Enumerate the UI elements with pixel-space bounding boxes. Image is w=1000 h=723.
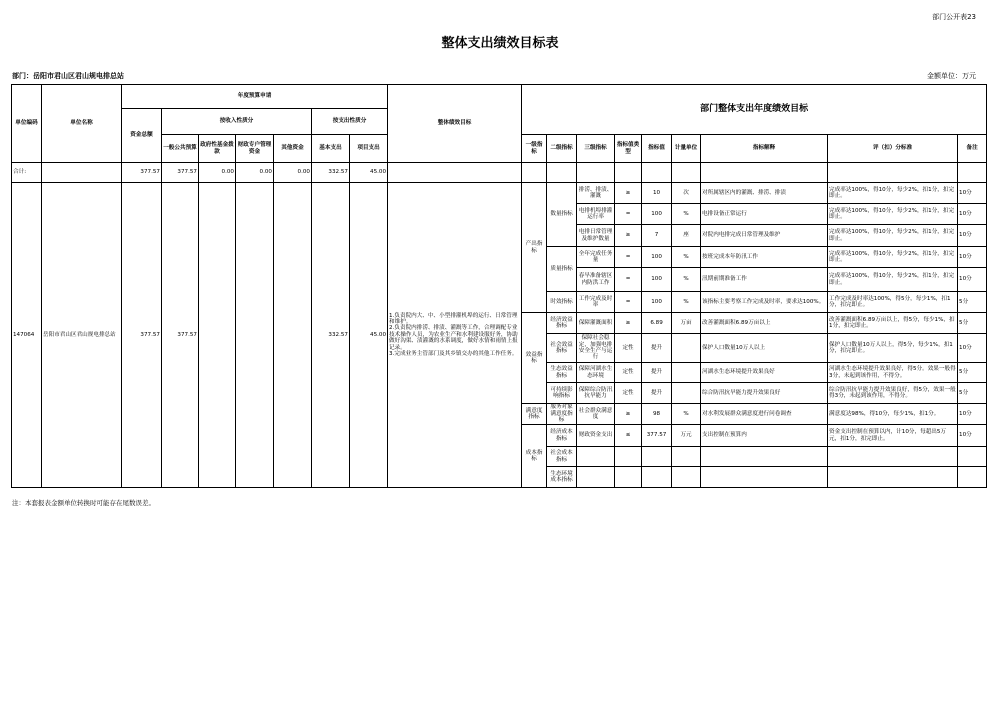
unit-name: 岳阳市君山区君山规电排总站 xyxy=(42,183,122,488)
header-project-expense: 项目支出 xyxy=(350,135,388,163)
l3-cell: 保障灌溉面积 xyxy=(577,313,615,334)
group-social-cost: 社会成本指标 xyxy=(547,447,577,467)
type-cell: = xyxy=(615,247,642,268)
remark-cell: 10分 xyxy=(958,204,987,225)
group-service-satisfaction: 服务对象满意度指标 xyxy=(547,404,577,425)
value-cell: 100 xyxy=(642,247,672,268)
remark-cell: 5分 xyxy=(958,383,987,404)
header-gov-fund: 政府性基金拨款 xyxy=(199,135,236,163)
unit-general: 377.57 xyxy=(162,183,199,488)
currency-unit-label: 金额单位：万元 xyxy=(927,72,976,80)
score-cell: 完成率达100%，得10分，每少2%，扣1分，扣完即止。 xyxy=(828,268,958,292)
unit-cell: % xyxy=(672,204,701,225)
total-fiscal: 0.00 xyxy=(236,163,274,183)
explain-cell: 对所属辖区内的灌溉、排涝、排渍 xyxy=(701,183,828,204)
header-overall-goal: 整体绩效目标 xyxy=(388,85,522,163)
remark-cell: 5分 xyxy=(958,363,987,383)
total-general: 377.57 xyxy=(162,163,199,183)
l3-cell: 社会群众满意度 xyxy=(577,404,615,425)
header-unit-code: 单位编码 xyxy=(12,85,42,163)
header-ind-explain: 指标解释 xyxy=(701,135,828,163)
remark-cell: 10分 xyxy=(958,247,987,268)
type-cell: = xyxy=(615,268,642,292)
score-cell: 河湖水生态环境提升效果良好，得5分。效果一般得3分，未起到该作用，不得分。 xyxy=(828,363,958,383)
unit-cell xyxy=(672,383,701,404)
unit-cell xyxy=(672,334,701,363)
total-funds: 377.57 xyxy=(122,163,162,183)
header-scoring: 评（扣）分标准 xyxy=(828,135,958,163)
explain-cell: 改善灌溉面积6.89万亩以上 xyxy=(701,313,828,334)
type-cell: ≥ xyxy=(615,404,642,425)
remark-cell: 5分 xyxy=(958,313,987,334)
group-econ-cost: 经济成本指标 xyxy=(547,425,577,447)
explain-cell: 综合防汛抗旱能力提升效果良好 xyxy=(701,383,828,404)
header-by-income: 按收入性质分 xyxy=(162,109,312,135)
value-cell: 100 xyxy=(642,292,672,313)
unit-cell: % xyxy=(672,292,701,313)
type-cell: 定性 xyxy=(615,363,642,383)
l3-cell: 排涝、排渍、灌溉 xyxy=(577,183,615,204)
explain-cell: 保护人口数量10万人以上 xyxy=(701,334,828,363)
unit-cell: 万亩 xyxy=(672,313,701,334)
total-gov-fund: 0.00 xyxy=(199,163,236,183)
department-label: 部门：岳阳市君山区君山规电排总站 xyxy=(12,72,124,80)
value-cell: 提升 xyxy=(642,383,672,404)
header-l2: 二级指标 xyxy=(547,135,577,163)
unit-cell: % xyxy=(672,404,701,425)
total-other: 0.00 xyxy=(274,163,312,183)
l3-cell: 保障河湖水生态环境 xyxy=(577,363,615,383)
group-ecological: 生态效益指标 xyxy=(547,363,577,383)
group-satisfaction: 满意度指标 xyxy=(522,404,547,425)
total-basic: 332.57 xyxy=(312,163,350,183)
value-cell: 提升 xyxy=(642,363,672,383)
header-general-budget: 一般公共预算 xyxy=(162,135,199,163)
score-cell: 完成率达100%，得10分，每少2%，扣1分，扣完即止。 xyxy=(828,247,958,268)
type-cell: = xyxy=(615,292,642,313)
value-cell: 7 xyxy=(642,225,672,247)
score-cell: 工作完成及时率达100%，得5分，每少1%，扣1分，扣完即止。 xyxy=(828,292,958,313)
unit-project: 45.00 xyxy=(350,183,388,488)
value-cell: 100 xyxy=(642,204,672,225)
total-label: 合计: xyxy=(12,163,42,183)
unit-code: 147064 xyxy=(12,183,42,488)
header-ind-type: 指标值类型 xyxy=(615,135,642,163)
group-eco-cost: 生态环境成本指标 xyxy=(547,467,577,488)
l3-cell: 工作完成及时率 xyxy=(577,292,615,313)
remark-cell: 10分 xyxy=(958,334,987,363)
score-cell: 满意度达98%，得10分，每少1%，扣1分。 xyxy=(828,404,958,425)
explain-cell: 对水利发展群众满意度进行问卷调查 xyxy=(701,404,828,425)
remark-cell: 10分 xyxy=(958,425,987,447)
l3-cell: 财政资金支出 xyxy=(577,425,615,447)
header-total-funds: 资金总额 xyxy=(122,109,162,163)
value-cell: 6.89 xyxy=(642,313,672,334)
explain-cell: 河湖水生态环境提升效果良好 xyxy=(701,363,828,383)
explain-cell: 该指标主要考察工作完成及时率，要求达100%。 xyxy=(701,292,828,313)
type-cell: ≤ xyxy=(615,425,642,447)
value-cell: 377.57 xyxy=(642,425,672,447)
table-row xyxy=(12,183,987,204)
l3-cell: 全年完成任务量 xyxy=(577,247,615,268)
score-cell: 完成率达100%，得10分，每少2%，扣1分，扣完即止。 xyxy=(828,183,958,204)
value-cell: 10 xyxy=(642,183,672,204)
remark-cell: 5分 xyxy=(958,292,987,313)
remark-cell: 10分 xyxy=(958,404,987,425)
page-title: 整体支出绩效目标表 xyxy=(441,36,559,51)
remark-cell: 10分 xyxy=(958,183,987,204)
l3-cell: 春旱准备辖区内防洪工作 xyxy=(577,268,615,292)
l3-cell: 电排日常管理及维护数量 xyxy=(577,225,615,247)
value-cell: 提升 xyxy=(642,334,672,363)
unit-cell: % xyxy=(672,247,701,268)
score-cell: 完成率达100%，得10分，每少2%，扣1分，扣完即止。 xyxy=(828,204,958,225)
type-cell: ≥ xyxy=(615,313,642,334)
score-cell: 保护人口数量10万人以上，得5分，每少1%，扣1分，扣完即止。 xyxy=(828,334,958,363)
score-cell: 综合防汛抗旱能力提升效果良好，得5分，效果一般得3分，未起到该作用，不得分。 xyxy=(828,383,958,404)
group-output: 产出指标 xyxy=(522,183,547,313)
unit-basic: 332.57 xyxy=(312,183,350,488)
header-fiscal-special: 财政专户管理资金 xyxy=(236,135,274,163)
header-other-funds: 其他资金 xyxy=(274,135,312,163)
group-sustainable: 可持续影响指标 xyxy=(547,383,577,404)
l3-cell: 保障综合防汛抗旱能力 xyxy=(577,383,615,404)
header-unit-name: 单位名称 xyxy=(42,85,122,163)
group-economic: 经济效益指标 xyxy=(547,313,577,334)
type-cell: ≥ xyxy=(615,225,642,247)
header-l1: 一级指标 xyxy=(522,135,547,163)
unit-cell xyxy=(672,363,701,383)
group-quantity: 数量指标 xyxy=(547,183,577,247)
performance-goal-table xyxy=(11,84,987,488)
explain-cell: 按班完成本年防汛工作 xyxy=(701,247,828,268)
l3-cell: 电排机埠排灌运行率 xyxy=(577,204,615,225)
group-social: 社会效益指标 xyxy=(547,334,577,363)
type-cell: ≥ xyxy=(615,183,642,204)
header-dept-goal: 部门整体支出年度绩效目标 xyxy=(522,85,987,135)
value-cell: 100 xyxy=(642,268,672,292)
remark-cell: 10分 xyxy=(958,225,987,247)
type-cell: = xyxy=(615,204,642,225)
header-ind-value: 指标值 xyxy=(642,135,672,163)
group-cost: 成本指标 xyxy=(522,425,547,488)
score-cell: 资金支出控制在预算以内，计10分，每超出5万元，扣1分，扣完即止。 xyxy=(828,425,958,447)
explain-cell: 对院内电排完成日常管理及维护 xyxy=(701,225,828,247)
header-remark: 备注 xyxy=(958,135,987,163)
total-row xyxy=(12,163,987,183)
header-measure-unit: 计量单位 xyxy=(672,135,701,163)
l3-cell: 保障社会稳定，加强电排安全生产与运行 xyxy=(577,334,615,363)
header-basic-expense: 基本支出 xyxy=(312,135,350,163)
group-quality: 质量指标 xyxy=(547,247,577,292)
unit-cell: 万元 xyxy=(672,425,701,447)
type-cell: 定性 xyxy=(615,383,642,404)
score-cell: 完成率达100%，得10分，每少2%，扣1分，扣完即止。 xyxy=(828,225,958,247)
overall-goal-text: 1.负责院内大、中、小型排灌机埠的运行、日常管理和维护。 2.负责院内排涝、排渍、灌溉等工作，合理调配专业技术操作人员，为农业生产和水利建设服好务，协助做好沟渠、渍灌溉的水系调度，做好水情和雨情上报记录。 3.完成业务主管部门及其乡镇交办的其他工作任务。 xyxy=(388,183,522,488)
explain-cell: 支出控制在预算内 xyxy=(701,425,828,447)
unit-cell: % xyxy=(672,268,701,292)
unit-cell: 座 xyxy=(672,225,701,247)
unit-cell: 次 xyxy=(672,183,701,204)
explain-cell: 电排设备正常运行 xyxy=(701,204,828,225)
header-annual-budget: 年度预算申请 xyxy=(122,85,388,109)
value-cell: 98 xyxy=(642,404,672,425)
score-cell: 改善灌溉面积6.89万亩以上，得5分，每少1%，扣1分，扣完即止。 xyxy=(828,313,958,334)
unit-total: 377.57 xyxy=(122,183,162,488)
footnote: 注：本套报表金额单位转换时可能存在尾数误差。 xyxy=(12,499,155,507)
header-l3: 三级指标 xyxy=(577,135,615,163)
header-by-expense: 按支出性质分 xyxy=(312,109,388,135)
type-cell: 定性 xyxy=(615,334,642,363)
remark-cell: 10分 xyxy=(958,268,987,292)
total-project: 45.00 xyxy=(350,163,388,183)
group-timeliness: 时效指标 xyxy=(547,292,577,313)
group-benefit: 效益指标 xyxy=(522,313,547,404)
explain-cell: 汛期前期准备工作 xyxy=(701,268,828,292)
page-tag: 部门公开表23 xyxy=(932,13,976,21)
